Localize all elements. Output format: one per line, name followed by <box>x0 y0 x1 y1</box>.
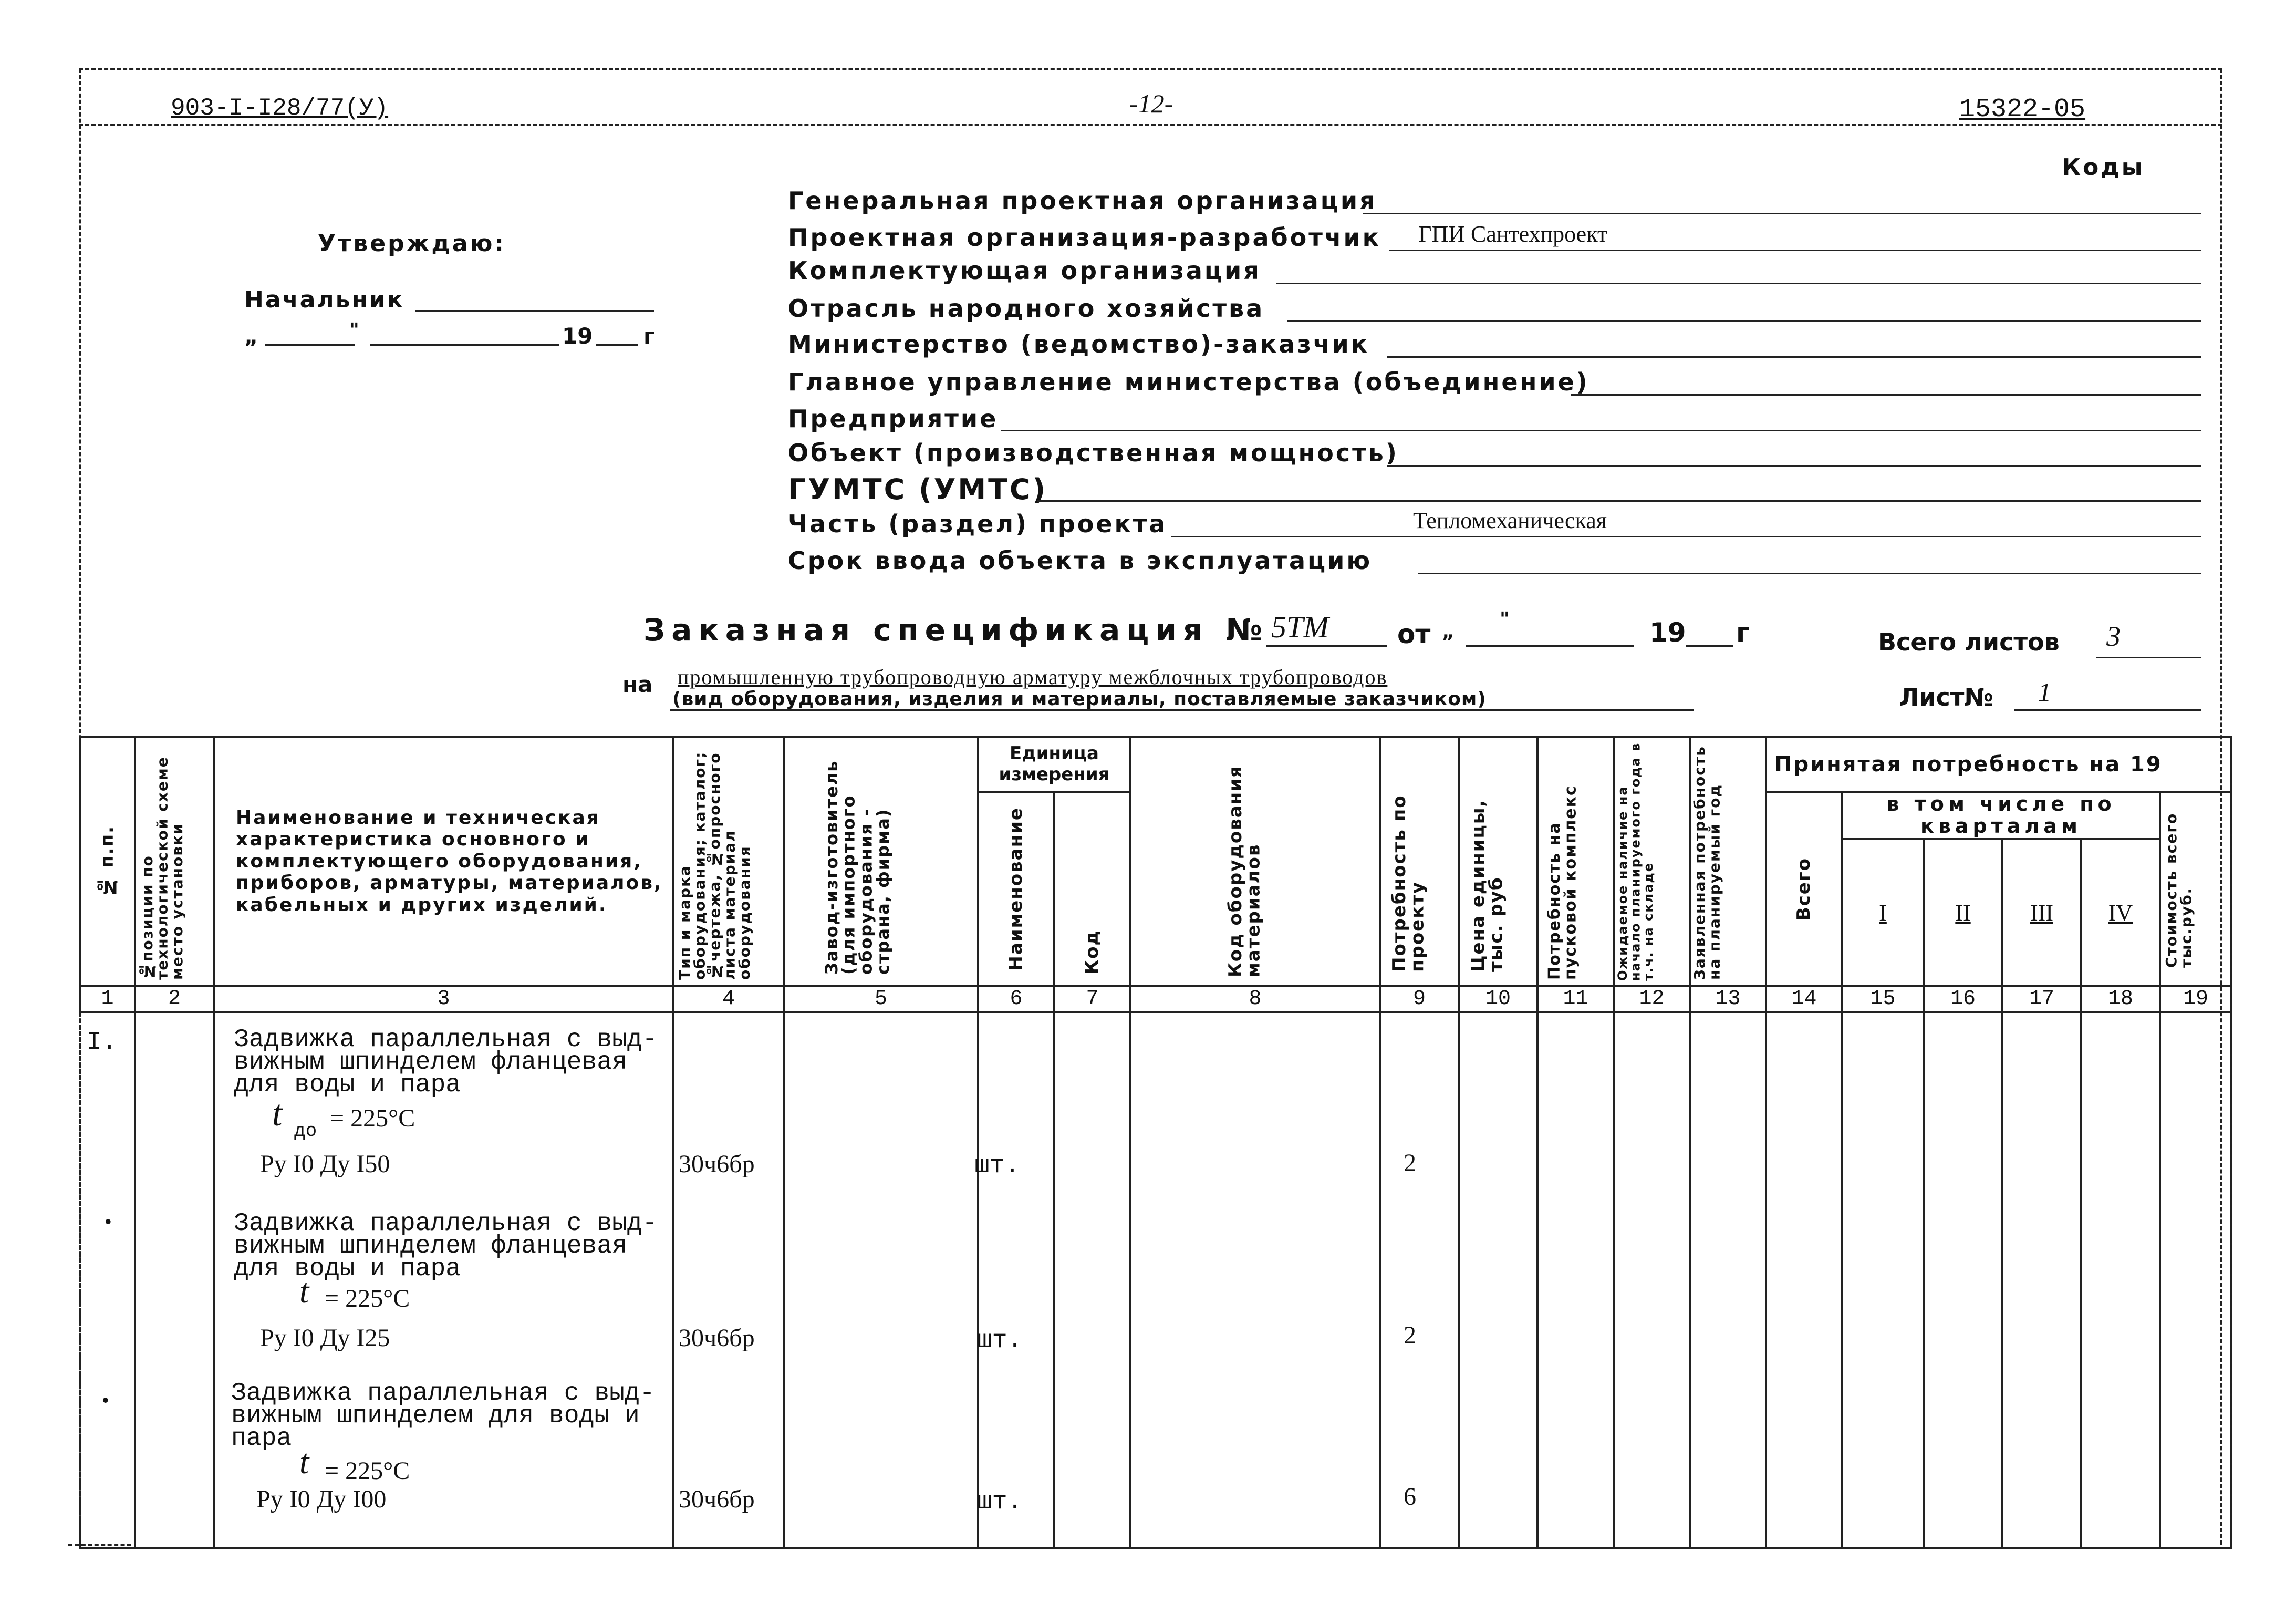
col-10-header <box>1459 737 1537 986</box>
unit-group-label: Единица измерения <box>999 743 1110 785</box>
field-line-dev-org <box>1389 250 2201 251</box>
col-num-3: 3 <box>214 986 673 1012</box>
col-2-label: №позиции по технологической схеме место установки <box>139 756 186 980</box>
item-pressure: Ру I0 Ду I50 <box>260 1150 390 1178</box>
field-value-project-part: Тепломеханическая <box>1413 508 1607 533</box>
item-type: 30ч6бр <box>679 1485 755 1513</box>
field-label-main-directorate: Главное управление министерства (объединение) <box>788 368 1589 396</box>
col-8-label: Код оборудования материалов <box>1224 764 1264 977</box>
spec-year-line <box>1686 645 1733 647</box>
header-row-1 <box>80 737 2231 792</box>
col-num-2: 2 <box>135 986 214 1012</box>
col-num-17: 17 <box>2002 986 2081 1012</box>
col-9-label: Потребность по проекту <box>1389 794 1428 972</box>
total-sheets-label: Всего листов <box>1878 628 2060 656</box>
field-label-commission-date: Срок ввода объекта в эксплуатацию <box>788 546 1373 575</box>
col-11-label: Потребность на пусковой комплекс <box>1545 784 1580 980</box>
spec-from: от <box>1397 619 1431 649</box>
total-sheets-line <box>2096 657 2201 658</box>
col-3-label: Наименование и техническая характеристика основного и комплектующего оборудования, приборов, арматуры, материалов, кабельных и других изделий. <box>236 807 663 916</box>
col-num-9: 9 <box>1380 986 1459 1012</box>
col-num-14: 14 <box>1766 986 1842 1012</box>
col-10-label: Цена единицы, тыс. руб <box>1468 799 1507 972</box>
field-label-object: Объект (производственная мощность) <box>788 439 1399 467</box>
sheet-line <box>2014 709 2201 711</box>
col-5-label: Завод-изготовитель (для импортного оборудования - страна, фирма) <box>822 759 893 975</box>
item-pressure: Ру I0 Ду I00 <box>256 1485 387 1513</box>
spec-year-suffix: г <box>1736 617 1750 648</box>
item-name-line: вижным шпинделем для воды и <box>231 1402 640 1430</box>
col-num-4: 4 <box>673 986 784 1012</box>
body-col-15 <box>1842 1012 1924 1548</box>
column-number-row <box>80 986 2231 1012</box>
accepted-group-header <box>1766 737 2231 792</box>
item-temp-symbol: t <box>299 1443 309 1481</box>
col-num-6: 6 <box>978 986 1054 1012</box>
item-qty: 2 <box>1404 1321 1416 1349</box>
field-label-ministry: Министерство (ведомство)-заказчик <box>788 330 1369 358</box>
spec-subject-note-line <box>670 709 1694 711</box>
spec-quote-close: " <box>1500 608 1510 630</box>
item-temp-value: = 225°С <box>325 1285 410 1312</box>
col-15-label: I <box>1879 899 1887 926</box>
field-label-dev-org: Проектная организация-разработчик <box>788 223 1381 252</box>
col-2-header <box>135 737 214 986</box>
body-col-12 <box>1614 1012 1690 1548</box>
accepted-group-label: Принятая потребность на 19 <box>1774 752 2163 777</box>
field-line-industry <box>1287 320 2201 322</box>
field-label-industry: Отрасль народного хозяйства <box>788 294 1265 323</box>
col-num-13: 13 <box>1690 986 1766 1012</box>
field-line-enterprise <box>1001 430 2201 431</box>
item-temp-value: = 225°С <box>330 1104 415 1132</box>
field-label-project-part: Часть (раздел) проекта <box>788 510 1168 538</box>
col-num-16: 16 <box>1924 986 2002 1012</box>
col-12-header <box>1614 737 1690 986</box>
body-col-19 <box>2160 1012 2231 1548</box>
body-col-4 <box>673 1012 784 1548</box>
item-name-line: вижным шпинделем фланцевая <box>234 1232 627 1260</box>
doc-code: 903-I-I28/77(У) <box>171 95 389 122</box>
item-name-line: пара <box>231 1424 292 1453</box>
col-17-label: III <box>2030 899 2053 926</box>
date-quote-close: " <box>349 319 359 341</box>
col-num-12: 12 <box>1614 986 1690 1012</box>
approve-label: Утверждаю: <box>318 230 506 257</box>
item-temp-sub: до <box>294 1120 317 1142</box>
col-num-10: 10 <box>1459 986 1537 1012</box>
field-value-dev-org: ГПИ Сантехпроект <box>1418 221 1608 247</box>
frame-header-divider <box>79 124 2222 126</box>
item-type: 30ч6бр <box>679 1150 755 1178</box>
date-year-line <box>596 344 638 346</box>
body-col-16 <box>1924 1012 2002 1548</box>
col-6-label: Наименование <box>1005 807 1027 971</box>
col-16-header <box>1924 839 2002 986</box>
item-pos: • <box>102 1212 114 1234</box>
page-number: -12- <box>1129 89 1173 118</box>
body-col-10 <box>1459 1012 1537 1548</box>
col-19-label: Стоимость всего тыс.руб. <box>2163 812 2195 968</box>
item-name-line: вижным шпинделем фланцевая <box>234 1048 627 1077</box>
item-name-line: для воды и пара <box>234 1255 461 1283</box>
col-num-18: 18 <box>2081 986 2160 1012</box>
spec-quote-open: „ <box>1442 621 1455 643</box>
spec-subject: промышленную трубопроводную арматуру межблочных трубопроводов <box>678 665 1388 689</box>
item-temp-symbol: t <box>272 1093 283 1134</box>
col-4-header <box>673 737 784 986</box>
body-col-11 <box>1537 1012 1614 1548</box>
col-num-7: 7 <box>1054 986 1130 1012</box>
body-col-14 <box>1766 1012 1842 1548</box>
item-unit: шт. <box>977 1488 1023 1516</box>
col-1-header <box>80 737 135 986</box>
item-qty: 6 <box>1404 1483 1416 1511</box>
field-line-gumts <box>1037 500 2201 502</box>
total-sheets-value: 3 <box>2106 621 2121 652</box>
body-col-9 <box>1380 1012 1459 1548</box>
col-14-header <box>1766 792 1842 986</box>
quarter-group-label: в том числе по кварталам <box>1886 792 2116 837</box>
col-num-5: 5 <box>784 986 978 1012</box>
item-type: 30ч6бр <box>679 1324 755 1352</box>
field-line-main-directorate <box>1571 394 2201 396</box>
field-line-project-part <box>1171 536 2201 537</box>
sheet-value: 1 <box>2038 677 2051 707</box>
col-11-header <box>1537 737 1614 986</box>
col-1-label: № п.п. <box>97 825 118 897</box>
date-quote-open: „ <box>244 325 258 349</box>
col-3-header <box>214 737 673 986</box>
col-18-header <box>2081 839 2160 986</box>
body-col-2 <box>135 1012 214 1548</box>
body-col-5 <box>784 1012 978 1548</box>
date-year-suffix: г <box>643 323 655 349</box>
unit-group-header <box>978 737 1130 792</box>
col-13-label: Заявленная потребность на планируемый год <box>1691 745 1723 980</box>
field-line-ministry <box>1387 356 2201 358</box>
col-8-header <box>1130 737 1380 986</box>
col-18-label: IV <box>2108 899 2133 926</box>
sheet-label: Лист№ <box>1899 683 1993 711</box>
item-pressure: Ру I0 Ду I25 <box>260 1324 390 1352</box>
item-temp-symbol: t <box>299 1272 309 1310</box>
col-num-8: 8 <box>1130 986 1380 1012</box>
field-label-gumts: ГУМТС (УМТС) <box>788 473 1048 506</box>
col-4-label: Тип и марка оборудования; каталог; №чертежа, №опросного листа материал оборудования <box>676 751 753 980</box>
col-15-header <box>1842 839 1924 986</box>
field-line-supply-org <box>1276 283 2201 284</box>
date-month-line <box>370 344 559 346</box>
body-col-6 <box>978 1012 1054 1548</box>
item-qty: 2 <box>1404 1149 1416 1177</box>
field-line-object <box>1387 465 2201 467</box>
field-line-commission-date <box>1418 573 2201 574</box>
item-name-line: Задвижка параллельная с выд- <box>234 1026 658 1054</box>
codes-label: Коды <box>2062 154 2145 181</box>
item-unit: шт. <box>977 1327 1023 1355</box>
head-label: Начальник <box>244 286 404 313</box>
body-col-1 <box>80 1012 135 1548</box>
archive-number: 15322-05 <box>1959 95 2086 125</box>
col-num-1: 1 <box>80 986 135 1012</box>
item-pos: • <box>100 1391 111 1412</box>
col-16-label: II <box>1955 899 1971 926</box>
spec-na: на <box>622 671 653 697</box>
spec-subject-note: (вид оборудования, изделия и материалы, поставляемые заказчиком) <box>672 688 1487 710</box>
field-label-enterprise: Предприятие <box>788 405 999 433</box>
col-17-header <box>2002 839 2081 986</box>
body-col-7 <box>1054 1012 1130 1548</box>
body-col-8 <box>1130 1012 1380 1548</box>
frame-top <box>79 68 2222 70</box>
item-name-line: для воды и пара <box>234 1071 461 1099</box>
quarter-group-header <box>1842 792 2160 839</box>
spec-date-line <box>1466 645 1634 647</box>
col-7-header <box>1054 792 1130 986</box>
col-19-header <box>2160 792 2231 986</box>
col-5-header <box>784 737 978 986</box>
item-pos: I. <box>87 1028 117 1057</box>
spec-title: Заказная спецификация № <box>643 612 1269 648</box>
col-12-label: Ожидаемое наличие на начало планируемого года в т.ч. на складе <box>1615 742 1656 981</box>
col-13-header <box>1690 737 1766 986</box>
item-name-line: Задвижка параллельная с выд- <box>234 1209 658 1238</box>
field-label-supply-org: Комплектующая организация <box>788 256 1261 285</box>
spec-number: 5ТМ <box>1271 610 1329 644</box>
spec-number-line <box>1266 645 1387 647</box>
col-9-header <box>1380 737 1459 986</box>
col-14-label: Всего <box>1793 857 1815 921</box>
spec-year-prefix: 19 <box>1649 617 1686 648</box>
item-unit: шт. <box>974 1152 1020 1180</box>
item-name-line: Задвижка параллельная с выд- <box>231 1379 655 1408</box>
date-day-line <box>265 344 355 346</box>
body-col-18 <box>2081 1012 2160 1548</box>
col-7-label: Код <box>1082 930 1103 975</box>
item-temp-value: = 225°С <box>325 1457 410 1485</box>
col-6-header <box>978 792 1054 986</box>
date-year-prefix: 19 <box>562 323 593 349</box>
head-signature-line <box>415 310 654 312</box>
col-num-15: 15 <box>1842 986 1924 1012</box>
body-col-17 <box>2002 1012 2081 1548</box>
field-line-general-org <box>1363 213 2201 214</box>
col-num-19: 19 <box>2160 986 2231 1012</box>
body-col-13 <box>1690 1012 1766 1548</box>
field-label-general-org: Генеральная проектная организация <box>788 187 1377 215</box>
col-num-11: 11 <box>1537 986 1614 1012</box>
